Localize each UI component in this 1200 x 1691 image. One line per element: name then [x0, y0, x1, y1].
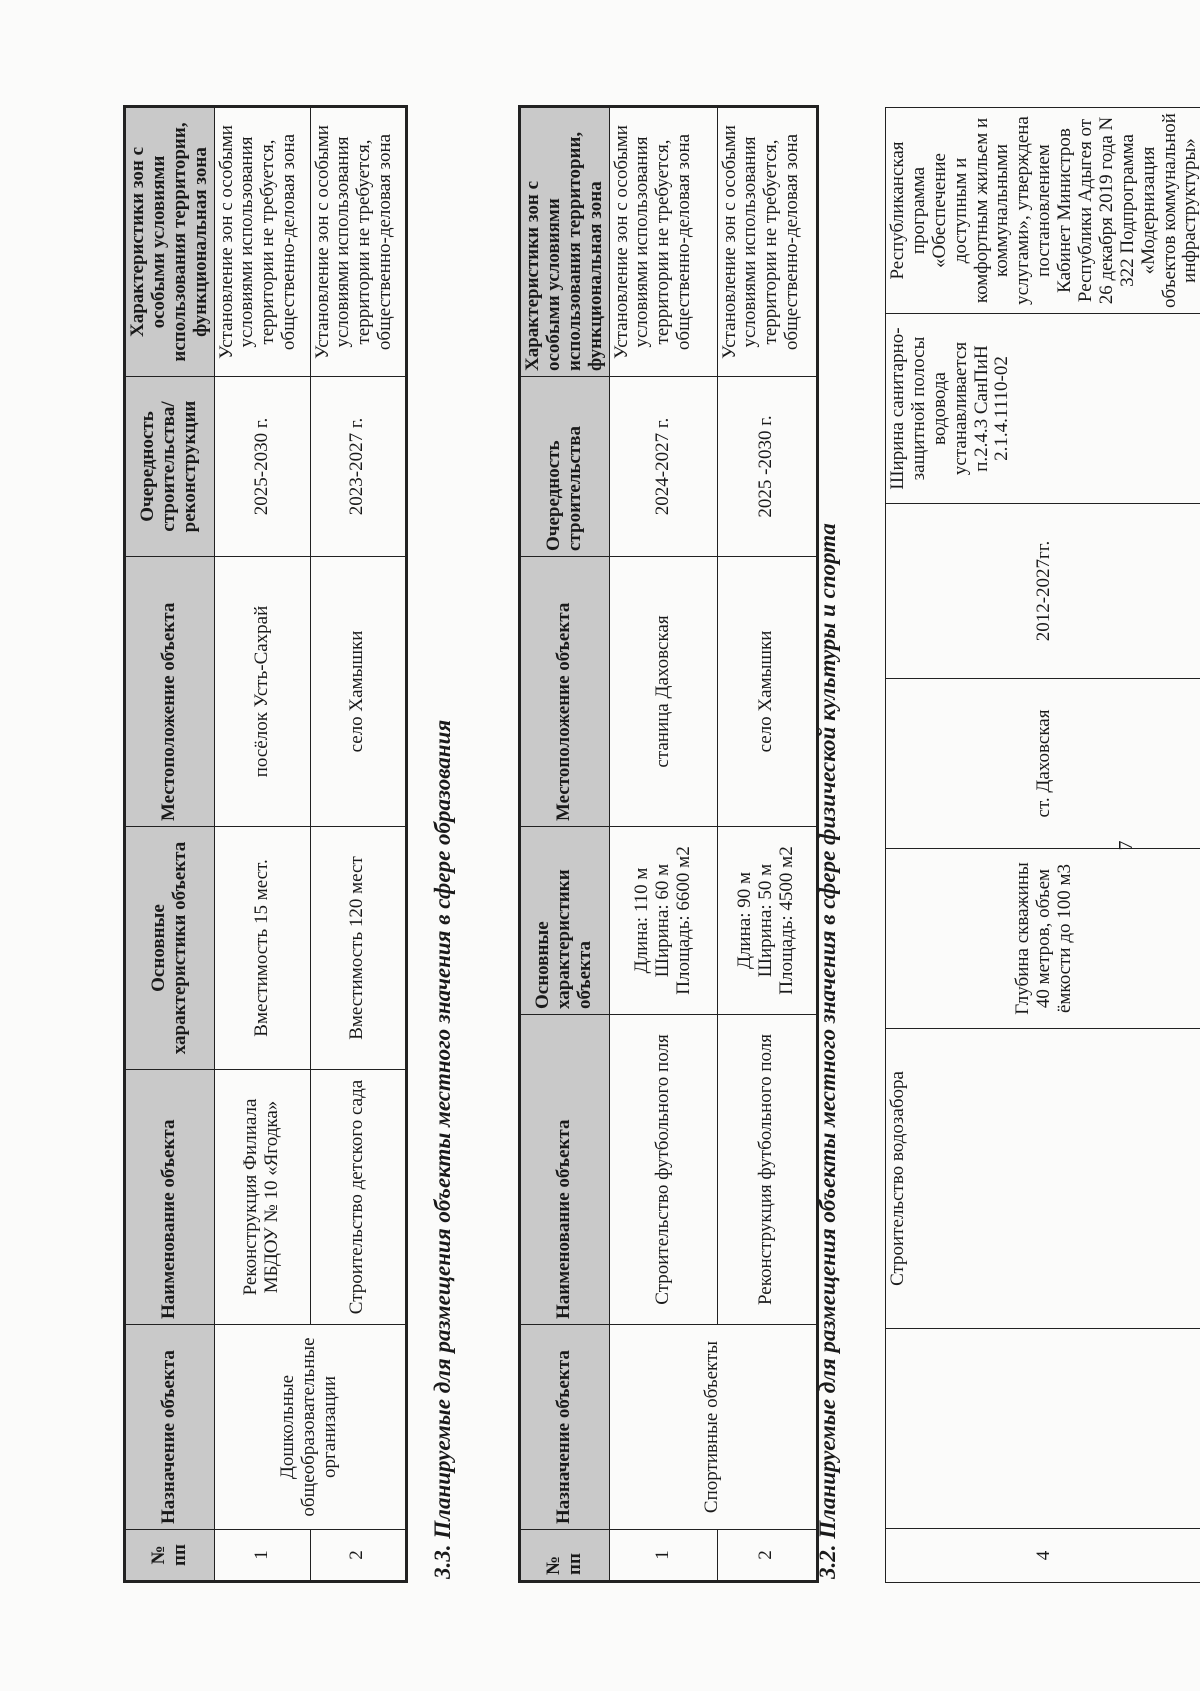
table-row: [214, 107, 310, 1582]
table-water-intake: [885, 107, 1200, 1583]
col-header-location: Местоположение объекта: [520, 557, 610, 827]
col-header-zone: Характеристики зон с особыми условиями использования территории, функциональная зона: [125, 107, 215, 377]
col-header-purpose: Назначение объекта: [520, 1325, 610, 1530]
period-cell: 2012-2027гг.: [886, 504, 1200, 679]
object-name-cell: Строительство водозабора: [886, 1029, 1200, 1329]
col-header-period: Очередность строительства: [520, 377, 610, 557]
location-cell: село Хамышки: [717, 557, 817, 827]
col-header-num: № пп: [125, 1530, 215, 1582]
zone-cell: Установление зон с особыми условиями использования территории не требуется, общественно-деловая зона: [717, 107, 817, 377]
section-33-heading: 3.3. Планируемые для размещения объекты местного значения в сфере образования: [430, 719, 455, 1579]
row-number: 4: [886, 1529, 1200, 1583]
col-header-period: Очередность строительства/ реконструкции: [125, 377, 215, 557]
row-number: 1: [214, 1530, 310, 1582]
program-cell: Республиканская программа «Обеспечение доступным и комфортным жильем и коммунальными услугами», утверждена постановлением Кабинет Министров Республики Адыгея от 26 декабря 2019 года N 322 Подпрограмма «Модернизация объектов коммунальной инфраструктуры»: [886, 108, 1200, 314]
zone-cell: Установление зон с особыми условиями использования территории не требуется, общественно-деловая зона: [310, 107, 406, 377]
period-cell: 2025 -2030 г.: [717, 377, 817, 557]
page-number: 7: [1115, 840, 1137, 851]
table-header-row: [125, 107, 215, 1582]
zone-cell: Установление зон с особыми условиями использования территории не требуется, общественно-деловая зона: [214, 107, 310, 377]
object-name-cell: Реконструкция Филиала МБДОУ № 10 «Ягодка»: [214, 1070, 310, 1325]
location-cell: посёлок Усть-Сахрай: [214, 557, 310, 827]
characteristics-cell: Вместимость 15 мест.: [214, 827, 310, 1070]
period-cell: 2025-2030 г.: [214, 377, 310, 557]
zone-cell: Ширина санитарно-защитной полосы водовода устанавливается п.2.4.3 СанПиН 2.1.4.1110-02: [886, 314, 1200, 504]
col-header-characteristics: Основные характеристики объекта: [520, 827, 610, 1015]
characteristics-cell: Глубина скважины 40 метров, объем ёмкости до 100 м3: [886, 849, 1200, 1029]
table-row: [609, 107, 717, 1582]
table-education: [123, 105, 408, 1583]
row-number: 1: [609, 1530, 717, 1582]
object-name-cell: Реконструкция футбольного поля: [717, 1015, 817, 1325]
purpose-cell: Дошкольные общеобразовательные организации: [214, 1325, 406, 1530]
row-number: 2: [310, 1530, 406, 1582]
table-row: [886, 108, 1200, 1583]
period-cell: 2024-2027 г.: [609, 377, 717, 557]
section-32-heading: 3.2. Планируемые для размещения объекты местного значения в сфере физической культуры и спорта: [815, 523, 840, 1579]
location-cell: станица Даховская: [609, 557, 717, 827]
col-header-name: Наименование объекта: [125, 1070, 215, 1325]
characteristics-cell: Длина: 110 м Ширина: 60 м Площадь: 6600 м2: [609, 827, 717, 1015]
object-name-cell: Строительство детского сада: [310, 1070, 406, 1325]
characteristics-cell: Вместимость 120 мест: [310, 827, 406, 1070]
col-header-zone: Характеристики зон с особыми условиями использования территории, функциональная зона: [520, 107, 610, 377]
row-number: 2: [717, 1530, 817, 1582]
characteristics-cell: Длина: 90 м Ширина: 50 м Площадь: 4500 м2: [717, 827, 817, 1015]
col-header-characteristics: Основные характеристики объекта: [125, 827, 215, 1070]
location-cell: село Хамышки: [310, 557, 406, 827]
col-header-name: Наименование объекта: [520, 1015, 610, 1325]
col-header-num: № пп: [520, 1530, 610, 1582]
period-cell: 2023-2027 г.: [310, 377, 406, 557]
col-header-location: Местоположение объекта: [125, 557, 215, 827]
object-name-cell: Строительство футбольного поля: [609, 1015, 717, 1325]
table-sports: [518, 105, 819, 1583]
zone-cell: Установление зон с особыми условиями использования территории не требуется, общественно-деловая зона: [609, 107, 717, 377]
purpose-cell: Спортивные объекты: [609, 1325, 817, 1530]
purpose-cell: [886, 1329, 1200, 1529]
table-header-row: [520, 107, 610, 1582]
location-cell: ст. Даховская: [886, 679, 1200, 849]
col-header-purpose: Назначение объекта: [125, 1325, 215, 1530]
